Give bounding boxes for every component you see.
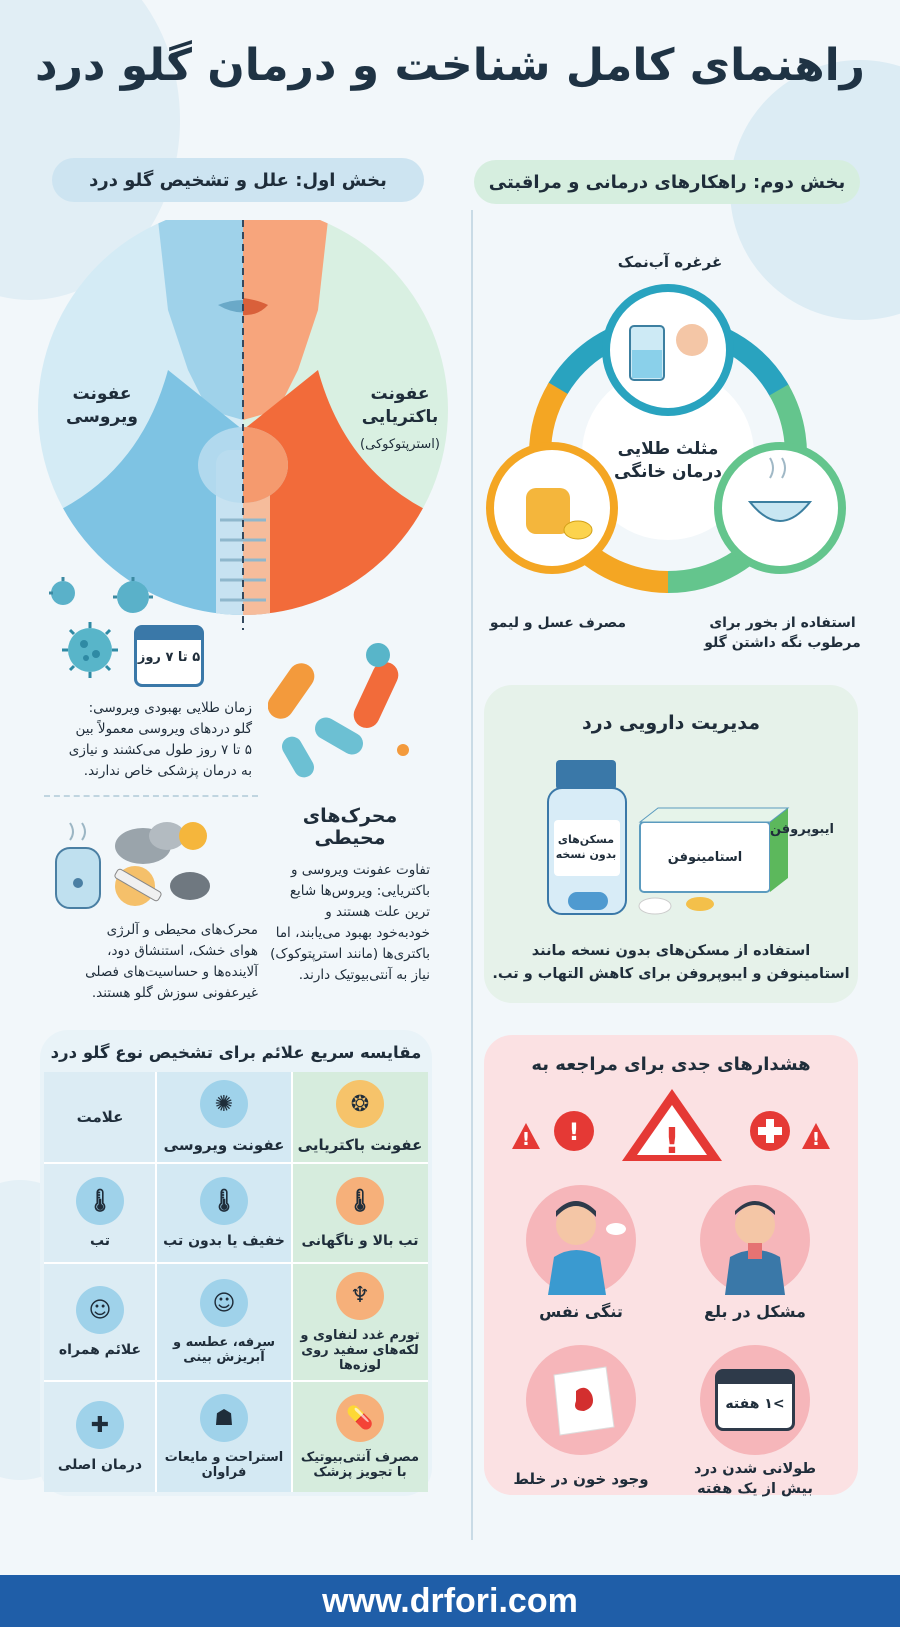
part1-heading-text: بخش اول: علل و تشخیص گلو درد [89,169,387,191]
row-symptoms-bacterial-text: تورم غدد لنفاوی و لکه‌های سفید روی لوزه‌ها [300,1327,420,1373]
env-text: محرک‌های محیطی و آلرژی هوای خشک، استنشاق دود، آلاینده‌ها و حساسیت‌های فصلی غیرعفونی سوزش گلو هستند. [85,922,258,1001]
bed-rest-icon: ☗ [200,1394,248,1442]
honey-label: مصرف عسل و لیمو [489,615,627,631]
box-label: استامینوفن [667,850,743,865]
humidifier-icon [48,818,108,917]
thermometer-high-icon: 🌡 [336,1177,384,1225]
footer-banner [0,1575,900,1627]
warning-label-swallow: مشکل در بلع [704,1302,806,1321]
part2-heading-text: بخش دوم: راهکارهای درمانی و مراقبتی [488,171,846,193]
svg-text:!: ! [568,1118,580,1146]
breath-icon [526,1185,636,1295]
meds-text: استفاده از مسکن‌های بدون نسخه مانند استامینوفن و ایبوپروفن برای کاهش التهاب و تب. [492,943,850,983]
virus-large-icon [60,620,120,684]
svg-text:!: ! [811,1129,821,1150]
part2-heading [474,160,860,204]
col-header-viral-text: عفونت ویروسی [163,1136,285,1154]
row-fever-viral [156,1164,292,1262]
thermometer-icon: 🌡 [76,1177,124,1225]
col-header-viral [156,1072,292,1162]
blood-tissue-icon [526,1345,636,1455]
tonsils-icon: ♆ [336,1272,384,1320]
col-header-sign-text: علامت [76,1108,124,1126]
row-symptoms-sign [44,1264,156,1380]
sneeze-icon: ☺ [200,1279,248,1327]
bacterial-sublabel: (استرپتوکوکی) [360,437,440,452]
part1-heading [52,158,424,202]
thermometer-low-icon: 🌡 [200,1177,248,1225]
row-fever-viral-text: خفیف یا بدون تب [163,1233,285,1249]
diff-text: تفاوت عفونت ویروسی و باکتریایی: ویروس‌ها شایع‌ ترین علت هستند و خودبه‌خود بهبود می‌یابند، اما باکتری‌ها (مانند استرپتوکوک) نیاز به آنتی‌بیوتیک دارند. [270,862,430,983]
page-title: راهنمای کامل شناخت و درمان گلو درد [34,40,865,91]
meds-heading: مدیریت دارویی درد [582,712,760,734]
calendar-text: ۵ تا ۷ روز [137,650,201,665]
row-symptoms-viral-text: سرفه، عطسه و آبریزش بینی [173,1335,275,1365]
steam-label: استفاده از بخور برای مرطوب نگه داشتن گلو [704,615,861,651]
row-symptoms-viral [156,1264,292,1380]
row-treatment-viral-text: استراحت و مایعات فراوان [164,1450,284,1480]
col-header-sign [44,1072,156,1162]
bottle-label: مسکن‌های بدون نسخه [555,833,617,861]
row-fever-bacterial-text: تب بالا و ناگهانی [301,1233,419,1249]
env-heading: محرک‌های محیطی [302,805,398,849]
bacteria-icon [268,640,428,784]
row-treatment-bacterial-text: مصرف آنتی‌بیوتیک با تجویز پزشک [300,1450,420,1480]
row-treatment-bacterial [292,1382,428,1492]
virus-icon: ✺ [200,1080,248,1128]
footer-url[interactable]: www.drfori.com [322,1581,578,1620]
warning-icons-row [512,1085,832,1169]
warnings-heading: هشدارهای جدی برای مراجعه به [531,1054,811,1075]
bacteria-icon: ❂ [336,1080,384,1128]
row-fever-bacterial [292,1164,428,1262]
warning-label-blood: وجود خون در خلط [513,1470,649,1488]
triangle-center-text: مثلث طلایی درمان خانگی [614,439,722,482]
viral-label: عفونت ویروسی [65,384,138,427]
gargle-label: غرغره آب‌نمک [617,253,723,271]
comparison-table [44,1072,428,1492]
bacterial-label: عفونت باکتریایی [361,384,439,427]
col-header-bacterial-text: عفونت باکتریایی [297,1136,423,1154]
pill-icon: 💊 [336,1394,384,1442]
warning-label-breath: تنگی نفس [539,1302,623,1321]
week-badge: >۱ هفته [725,1396,785,1412]
head-profile-icon: ☺ [76,1286,124,1334]
svg-text:!: ! [663,1121,681,1162]
medical-kit-icon: ✚ [76,1401,124,1449]
swallow-icon [700,1185,810,1295]
week-calendar-icon [700,1345,810,1455]
row-symptoms-sign-text: علائم همراه [58,1342,142,1358]
warning-label-week: طولانی شدن درد بیش از یک هفته [694,1461,816,1497]
row-treatment-sign [44,1382,156,1492]
row-fever-sign [44,1164,156,1262]
row-treatment-sign-text: درمان اصلی [57,1457,143,1473]
smoke-cigarette-icon [105,814,215,918]
comparison-heading: مقایسه سریع علائم برای تشخیص نوع گلو درد [50,1043,422,1062]
row-treatment-viral [156,1382,292,1492]
svg-text:!: ! [521,1129,531,1150]
row-fever-sign-text: تب [89,1233,111,1249]
recovery-text: زمان طلایی بهبودی ویروسی: گلو دردهای ویروسی معمولاً بین ۵ تا ۷ روز طول می‌کشند و نیازی به درمان پزشکی خاص ندارند. [68,700,252,779]
column-divider [471,210,473,1540]
col-header-bacterial [292,1072,428,1162]
row-symptoms-bacterial [292,1264,428,1380]
dashed-divider [44,795,258,797]
ibuprofen-label: ایبوپروفن [769,822,834,837]
calendar-icon [134,625,204,687]
